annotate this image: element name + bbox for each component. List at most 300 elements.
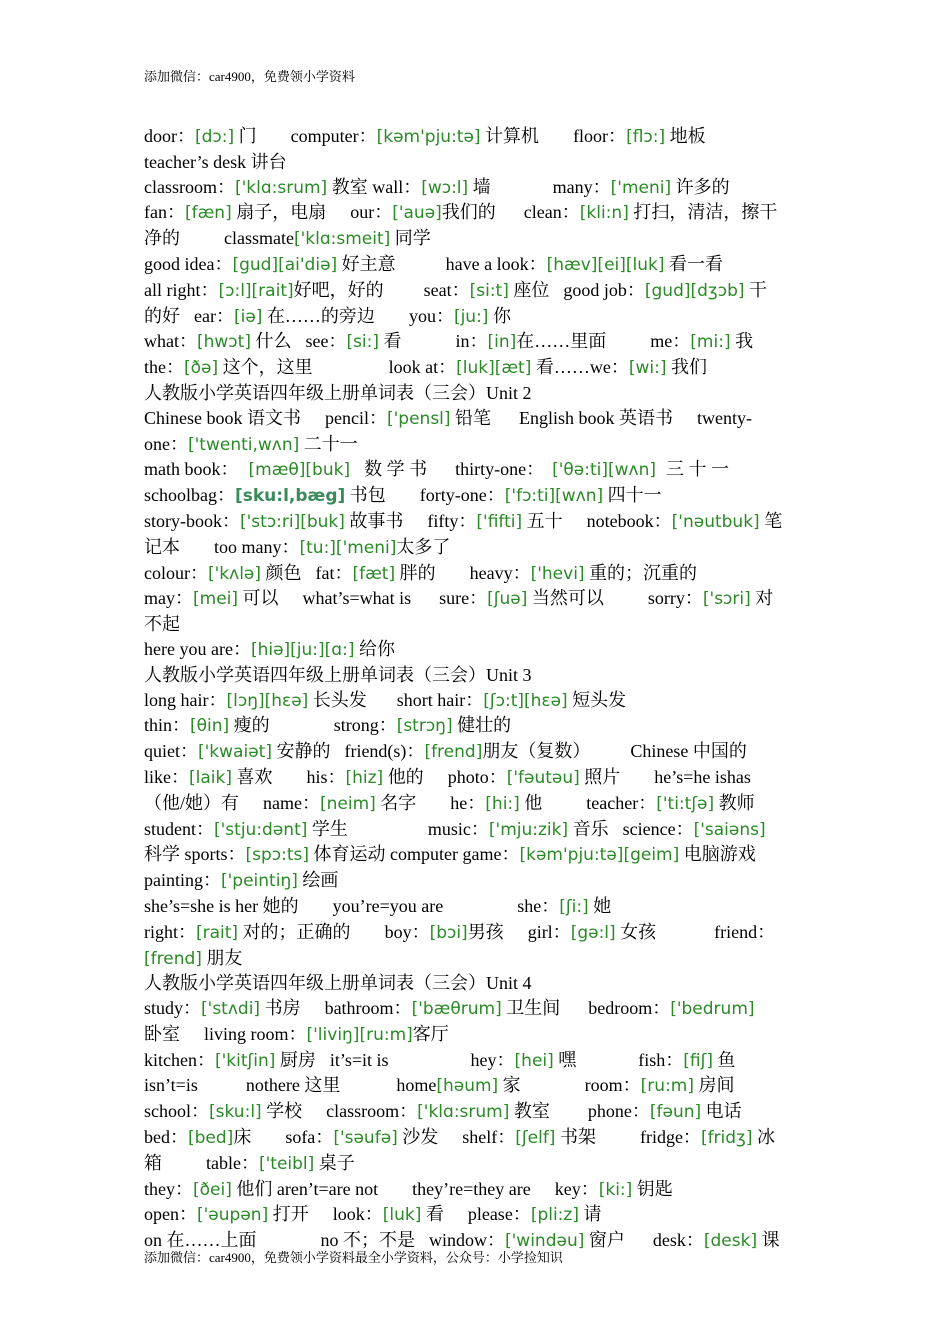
vocab-line bbox=[144, 1099, 808, 1125]
word-text: his： bbox=[306, 766, 346, 787]
word-text: 地板 bbox=[665, 126, 706, 146]
word-text: 打扫，清洁，擦干 bbox=[628, 202, 778, 223]
phonetic: ['stʌdi] bbox=[201, 999, 261, 1020]
page-footer: 添加微信：car4900，免费领小学资料最全小学资料，公众号：小学捡知识 bbox=[144, 1250, 563, 1265]
word-text: 卫生间 bbox=[501, 998, 561, 1019]
phonetic: [fæn] bbox=[184, 203, 232, 224]
phonetic: [θin] bbox=[190, 716, 230, 737]
phonetic: [flɔ:] bbox=[626, 127, 666, 147]
word-text: 对的；正确的 bbox=[238, 921, 351, 942]
phonetic: ['pensl] bbox=[386, 408, 451, 429]
phonetic: [kli:n] bbox=[579, 203, 629, 224]
phonetic: [si:] bbox=[346, 332, 380, 353]
word-text: 鱼 bbox=[712, 1049, 736, 1070]
word-text: 朋友 bbox=[201, 947, 243, 968]
word-text: 数 学 书 bbox=[364, 459, 428, 480]
word-text: photo： bbox=[447, 766, 507, 787]
word-text: 不起 bbox=[144, 614, 180, 635]
word-text: friend： bbox=[714, 921, 776, 942]
word-text: 瘦的 bbox=[229, 715, 270, 736]
phonetic: [ɔ:l][rait] bbox=[218, 280, 294, 301]
word-text: 二十一 bbox=[299, 433, 358, 454]
phonetic: [rait] bbox=[196, 922, 239, 943]
word-text: 人教版小学英语四年级上册单词表（三会）Unit 2 bbox=[144, 382, 532, 403]
word-text: look at： bbox=[388, 357, 457, 378]
word-text: floor： bbox=[573, 126, 627, 146]
vocab-line bbox=[144, 226, 808, 252]
phonetic: [kəm'pju:tə] bbox=[376, 127, 481, 147]
word-text: 许多的 bbox=[671, 176, 730, 197]
word-text: 客厅 bbox=[412, 1023, 449, 1044]
word-text: quiet： bbox=[144, 741, 198, 762]
unit-heading bbox=[144, 971, 808, 996]
word-text: 你 bbox=[488, 305, 511, 326]
word-text: kitchen： bbox=[144, 1049, 215, 1070]
word-text: 胖的 bbox=[395, 562, 436, 583]
phonetic: ['liviŋ][ru:m] bbox=[306, 1024, 413, 1045]
word-text: open： bbox=[144, 1204, 197, 1225]
word-text: in： bbox=[455, 331, 488, 352]
vocab-line bbox=[144, 124, 808, 150]
word-text: 座位 bbox=[508, 279, 550, 300]
word-text: name： bbox=[263, 792, 320, 813]
vocab-line bbox=[144, 946, 808, 972]
phonetic: [hæv][ei][luk] bbox=[546, 254, 665, 275]
phonetic: [ʃɔ:t][hɛə] bbox=[483, 690, 568, 711]
phonetic: [fæt] bbox=[352, 563, 396, 584]
vocab-line bbox=[144, 355, 808, 381]
phonetic: ['bedrum] bbox=[670, 999, 755, 1020]
word-text: 我们的 bbox=[441, 202, 496, 223]
phonetic: ['teibl] bbox=[258, 1153, 315, 1174]
phonetic: [fridʒ] bbox=[700, 1128, 753, 1149]
phonetic: ['klɑ:srum] bbox=[234, 177, 328, 198]
word-text: fish： bbox=[638, 1049, 684, 1070]
vocab-line bbox=[144, 637, 808, 663]
word-text: 好主意 bbox=[337, 253, 396, 274]
phonetic: ['ti:tʃə] bbox=[656, 793, 715, 814]
phonetic: ['fifti] bbox=[476, 511, 523, 532]
word-text: 笔 bbox=[759, 510, 783, 531]
phonetic: ['fɔ:ti][wʌn] bbox=[504, 486, 604, 507]
vocab-line bbox=[144, 200, 808, 226]
word-text: 给你 bbox=[354, 638, 395, 659]
word-text: bathroom： bbox=[324, 998, 412, 1019]
vocab-line bbox=[144, 996, 808, 1022]
vocab-line bbox=[144, 329, 808, 355]
word-text: many： bbox=[552, 176, 611, 197]
vocab-line bbox=[144, 509, 808, 535]
phonetic: [fiʃ] bbox=[683, 1050, 713, 1071]
word-text: 什么 bbox=[250, 331, 292, 352]
word-text: hey： bbox=[470, 1049, 515, 1070]
phonetic: ['stɔ:ri][buk] bbox=[240, 511, 345, 532]
word-text: room： bbox=[584, 1075, 641, 1096]
vocab-line bbox=[144, 406, 808, 432]
word-text: 电脑游戏 bbox=[679, 844, 756, 865]
phonetic: ['meni] bbox=[610, 177, 672, 198]
vocab-line bbox=[144, 586, 808, 612]
word-text: one： bbox=[144, 433, 188, 454]
word-text: sure： bbox=[439, 588, 488, 609]
phonetic: [ðei] bbox=[193, 1179, 232, 1200]
word-text: girl： bbox=[527, 921, 571, 942]
phonetic: [in] bbox=[487, 332, 517, 353]
word-text: what’s=what is bbox=[302, 588, 412, 609]
word-text: 可以 bbox=[238, 588, 279, 609]
word-text: long hair： bbox=[144, 689, 227, 710]
phonetic: [ju:] bbox=[453, 306, 489, 327]
phonetic: [gə:l] bbox=[570, 922, 616, 943]
vocab-line bbox=[144, 894, 808, 920]
word-text: seat： bbox=[423, 279, 470, 300]
word-text: no 不；不是 bbox=[320, 1230, 415, 1251]
word-text: 窗户 bbox=[584, 1230, 625, 1251]
word-text: 请 bbox=[578, 1204, 602, 1225]
vocab-line bbox=[144, 739, 808, 765]
word-text: good idea： bbox=[144, 253, 233, 274]
word-text: the： bbox=[144, 357, 184, 378]
word-text: our： bbox=[350, 202, 393, 223]
word-text: all right： bbox=[144, 279, 219, 300]
phonetic: ['windəu] bbox=[505, 1231, 585, 1252]
word-text: 墙 bbox=[468, 176, 491, 197]
word-text: like： bbox=[144, 766, 189, 787]
word-text: 记本 bbox=[144, 536, 180, 557]
word-text: 健壮的 bbox=[452, 715, 512, 736]
word-text: 朋友（复数） bbox=[482, 741, 591, 762]
word-text: fridge： bbox=[639, 1127, 701, 1148]
vocab-line bbox=[144, 868, 808, 894]
word-text: colour： bbox=[144, 562, 208, 583]
word-text: English book 英语书 bbox=[519, 407, 674, 428]
phonetic: ['saiəns] bbox=[693, 819, 766, 840]
vocab-line bbox=[144, 688, 808, 714]
word-text: 人教版小学英语四年级上册单词表（三会）Unit 3 bbox=[144, 664, 532, 685]
vocab-line bbox=[144, 175, 808, 201]
word-text: study： bbox=[144, 998, 202, 1019]
phonetic: [luk][æt] bbox=[456, 358, 532, 379]
word-text: 人教版小学英语四年级上册单词表（三会）Unit 4 bbox=[144, 973, 532, 994]
word-text: good job： bbox=[563, 279, 645, 300]
word-text: 书包 bbox=[345, 485, 386, 506]
word-text: fifty： bbox=[427, 510, 477, 531]
word-text: science： bbox=[622, 818, 694, 839]
word-text: notebook： bbox=[586, 510, 672, 531]
word-text: fan： bbox=[144, 202, 185, 223]
phonetic: ['hevi] bbox=[530, 563, 585, 584]
phonetic: [strɔŋ] bbox=[396, 716, 453, 737]
phonetic: [fəun] bbox=[649, 1102, 702, 1123]
word-text: 钥匙 bbox=[632, 1178, 673, 1199]
vocab-line bbox=[144, 535, 808, 561]
phonetic: [hiz] bbox=[345, 767, 384, 788]
word-text: 安静的 bbox=[271, 741, 331, 762]
word-text: classmate bbox=[224, 228, 294, 249]
phonetic: [bed] bbox=[188, 1128, 234, 1149]
word-text: 床 bbox=[233, 1127, 252, 1148]
phonetic: ['səufə] bbox=[333, 1128, 398, 1149]
word-text: what： bbox=[144, 331, 197, 352]
phonetic: ['twenti,wʌn] bbox=[188, 434, 300, 455]
word-text: 这个，这里 bbox=[218, 357, 313, 378]
word-text: 女孩 bbox=[615, 921, 657, 942]
word-text: 箱 bbox=[144, 1152, 162, 1173]
vocab-line bbox=[144, 920, 808, 946]
phonetic: [bɔi] bbox=[429, 922, 468, 943]
phonetic: [hei] bbox=[514, 1050, 554, 1071]
phonetic: [frend] bbox=[424, 742, 483, 763]
phonetic: [neim] bbox=[320, 793, 376, 814]
word-text: story-book： bbox=[144, 510, 240, 531]
word-text: teacher： bbox=[586, 792, 657, 813]
word-text: schoolbag： bbox=[144, 485, 235, 506]
word-text: may： bbox=[144, 588, 193, 609]
phonetic: ['klɑ:smeit] bbox=[293, 229, 391, 250]
phonetic: ['sɔri] bbox=[702, 589, 751, 610]
phonetic: ['nəutbuk] bbox=[671, 511, 760, 532]
phonetic: [hiə][ju:][ɑ:] bbox=[250, 639, 355, 660]
word-text: he： bbox=[450, 792, 486, 813]
word-text: on 在……上面 bbox=[144, 1230, 257, 1251]
word-text: 他 bbox=[519, 792, 543, 813]
word-text: 我们 bbox=[666, 357, 707, 378]
word-text: 看一看 bbox=[664, 253, 723, 274]
phonetic: [luk] bbox=[382, 1205, 422, 1226]
phonetic: ['mju:zik] bbox=[488, 819, 569, 840]
word-text: 重的；沉重的 bbox=[584, 562, 698, 583]
word-text: 长头发 bbox=[308, 689, 367, 710]
phonetic: [wi:] bbox=[628, 358, 667, 379]
vocab-line bbox=[144, 1202, 808, 1228]
word-text: 嘿 bbox=[553, 1049, 577, 1070]
word-text: please： bbox=[467, 1204, 531, 1225]
word-text: sofa： bbox=[285, 1127, 334, 1148]
word-text: table： bbox=[206, 1152, 259, 1173]
phonetic: [gud][ai'diə] bbox=[232, 254, 338, 275]
vocabulary-list bbox=[144, 124, 808, 1254]
word-text: thirty-one： bbox=[455, 459, 545, 480]
phonetic: [dɔ:] bbox=[195, 127, 235, 147]
word-text: heavy： bbox=[469, 562, 531, 583]
vocab-line bbox=[144, 1073, 808, 1099]
phonetic: ['kwaiət] bbox=[198, 742, 272, 763]
word-text: desk： bbox=[652, 1230, 704, 1251]
word-text: 沙发 bbox=[397, 1127, 439, 1148]
word-text: 她 bbox=[588, 895, 612, 916]
word-text: 家 bbox=[498, 1075, 521, 1096]
word-text: 绘画 bbox=[297, 870, 339, 891]
word-text: home bbox=[396, 1075, 437, 1096]
word-text: ear： bbox=[194, 305, 234, 326]
word-text: they’re=they are bbox=[412, 1178, 531, 1199]
phonetic: ['kitʃin] bbox=[214, 1050, 276, 1071]
word-text: you： bbox=[408, 305, 454, 326]
phonetic: [lɔŋ][hɛə] bbox=[226, 690, 309, 711]
word-text: computer： bbox=[290, 126, 377, 146]
word-text: forty-one： bbox=[419, 485, 505, 506]
word-text: 三 十 一 bbox=[666, 459, 729, 480]
word-text: 音乐 bbox=[568, 818, 609, 839]
word-text: 计算机 bbox=[480, 126, 540, 146]
word-text: here you are： bbox=[144, 638, 251, 659]
word-text: me： bbox=[650, 331, 691, 352]
unit-heading bbox=[144, 663, 808, 688]
phonetic: ['bæθrum] bbox=[411, 999, 502, 1020]
phonetic: [həum] bbox=[436, 1076, 499, 1097]
word-text: she’s=she is her 她的 bbox=[144, 895, 299, 916]
word-text: 他们 aren’t=are not bbox=[231, 1178, 379, 1199]
vocab-line bbox=[144, 150, 808, 175]
word-text: 电话 bbox=[701, 1101, 742, 1122]
vocab-line bbox=[144, 817, 808, 843]
word-text: 学校 bbox=[261, 1101, 303, 1122]
vocab-line bbox=[144, 1177, 808, 1203]
word-text: clean： bbox=[523, 202, 580, 223]
vocab-line bbox=[144, 791, 808, 817]
word-text: sorry： bbox=[647, 588, 703, 609]
phonetic: [hwɔt] bbox=[197, 332, 251, 353]
word-text: 书房 bbox=[260, 998, 301, 1019]
word-text: Chinese 中国的 bbox=[630, 741, 747, 762]
word-text: 教室 wall： bbox=[327, 176, 422, 197]
word-text: 卧室 bbox=[144, 1023, 180, 1044]
word-text: 学生 bbox=[307, 818, 348, 839]
word-text: phone： bbox=[587, 1101, 650, 1122]
word-text: 看 bbox=[379, 331, 402, 352]
phonetic: [kəm'pju:tə][geim] bbox=[519, 845, 680, 866]
word-text: 四十一 bbox=[603, 485, 662, 506]
word-text: friend(s)： bbox=[344, 741, 425, 762]
word-text: it’s=it is bbox=[329, 1049, 389, 1070]
phonetic: ['klɑ:srum] bbox=[417, 1102, 510, 1123]
vocab-line bbox=[144, 612, 808, 637]
word-text: 看 bbox=[421, 1204, 444, 1225]
phonetic: [mi:] bbox=[690, 332, 731, 353]
word-text: 铅笔 bbox=[450, 407, 492, 428]
word-text: he’s=he ishas bbox=[654, 766, 751, 787]
phonetic: [desk] bbox=[703, 1231, 758, 1252]
phonetic: [gud][dʒɔb] bbox=[644, 280, 745, 301]
word-text: 好吧，好的 bbox=[293, 279, 384, 300]
phonetic: [sku:l] bbox=[209, 1102, 262, 1123]
vocab-line bbox=[144, 1125, 808, 1151]
word-text: 冰 bbox=[752, 1127, 776, 1148]
word-text: door： bbox=[144, 126, 195, 146]
word-text: bed： bbox=[144, 1127, 188, 1148]
word-text: Chinese book 语文书 bbox=[144, 407, 301, 428]
word-text: 颜色 bbox=[261, 562, 302, 583]
word-text: 桌子 bbox=[314, 1152, 355, 1173]
word-text: 照片 bbox=[579, 766, 621, 787]
word-text: 故事书 bbox=[344, 510, 404, 531]
phonetic: [ki:] bbox=[598, 1179, 633, 1200]
phonetic: [hi:] bbox=[485, 793, 520, 814]
word-text: painting： bbox=[144, 870, 221, 891]
word-text: thin： bbox=[144, 715, 191, 736]
word-text: 干 bbox=[744, 279, 768, 300]
word-text: 的好 bbox=[144, 305, 180, 326]
word-text: school： bbox=[144, 1101, 209, 1122]
word-text: 男孩 bbox=[467, 921, 504, 942]
phonetic: ['kʌlə] bbox=[207, 563, 262, 584]
word-text: 房间 bbox=[694, 1075, 735, 1096]
vocab-line bbox=[144, 432, 808, 458]
word-text: see： bbox=[305, 331, 347, 352]
phonetic: [iə] bbox=[233, 306, 263, 327]
word-text: 在……里面 bbox=[516, 331, 607, 352]
word-text: 扇子，电扇 bbox=[231, 202, 327, 223]
word-text: short hair： bbox=[396, 689, 484, 710]
phonetic: [mæθ][buk] bbox=[248, 460, 351, 481]
word-text: they： bbox=[144, 1178, 193, 1199]
word-text: 我 bbox=[730, 331, 754, 352]
vocab-line bbox=[144, 1022, 808, 1048]
word-text: 厨房 bbox=[275, 1049, 316, 1070]
word-text: twenty- bbox=[697, 407, 753, 428]
vocab-line bbox=[144, 1151, 808, 1177]
word-text: 教师 bbox=[714, 792, 755, 813]
vocab-line bbox=[144, 842, 808, 868]
word-text: 在……的旁边 bbox=[262, 305, 375, 326]
phonetic: [ʃi:] bbox=[559, 896, 589, 917]
word-text: student： bbox=[144, 818, 214, 839]
word-text: classroom： bbox=[144, 176, 235, 197]
word-text: you’re=you are bbox=[332, 895, 444, 916]
word-text: 短头发 bbox=[567, 689, 627, 710]
vocab-line bbox=[144, 713, 808, 739]
word-text: she： bbox=[517, 895, 560, 916]
word-text: 门 bbox=[234, 126, 257, 146]
vocab-line bbox=[144, 304, 808, 330]
word-text: strong： bbox=[333, 715, 397, 736]
word-text: 五十 bbox=[522, 510, 563, 531]
word-text: （他/她）有 bbox=[144, 792, 240, 813]
word-text: 科学 sports： bbox=[144, 844, 246, 865]
phonetic: [sku:l,bæg] bbox=[234, 486, 346, 507]
word-text: 对 bbox=[750, 588, 774, 609]
word-text: fat： bbox=[315, 562, 353, 583]
phonetic: [mei] bbox=[193, 589, 239, 610]
phonetic: [tu:]['meni] bbox=[299, 537, 397, 558]
word-text: boy： bbox=[384, 921, 430, 942]
word-text: have a look： bbox=[445, 253, 547, 274]
phonetic: ['əupən] bbox=[197, 1205, 269, 1226]
phonetic: ['stju:dənt] bbox=[214, 819, 308, 840]
word-text: nothere 这里 bbox=[245, 1075, 341, 1096]
word-text: 打开 bbox=[268, 1204, 309, 1225]
word-text: 体育运动 computer game： bbox=[309, 844, 520, 865]
phonetic: [wɔ:l] bbox=[421, 177, 469, 198]
word-text: music： bbox=[427, 818, 489, 839]
vocab-line bbox=[144, 252, 808, 278]
phonetic: [laik] bbox=[189, 767, 232, 788]
phonetic: ['fəutəu] bbox=[506, 767, 580, 788]
word-text: 课 bbox=[757, 1230, 780, 1251]
word-text: key： bbox=[554, 1178, 599, 1199]
word-text: classroom： bbox=[326, 1101, 418, 1122]
word-text: 太多了 bbox=[396, 536, 451, 557]
phonetic: ['peintiŋ] bbox=[221, 871, 298, 892]
page-header: 添加微信：car4900，免费领小学资料 bbox=[144, 69, 355, 84]
word-text: 教室 bbox=[509, 1101, 550, 1122]
word-text: 看……we： bbox=[531, 357, 629, 378]
phonetic: [ru:m] bbox=[640, 1076, 694, 1097]
word-text: too many： bbox=[214, 536, 300, 557]
word-text: look： bbox=[332, 1204, 383, 1225]
vocab-line bbox=[144, 483, 808, 509]
word-text: right： bbox=[144, 921, 196, 942]
